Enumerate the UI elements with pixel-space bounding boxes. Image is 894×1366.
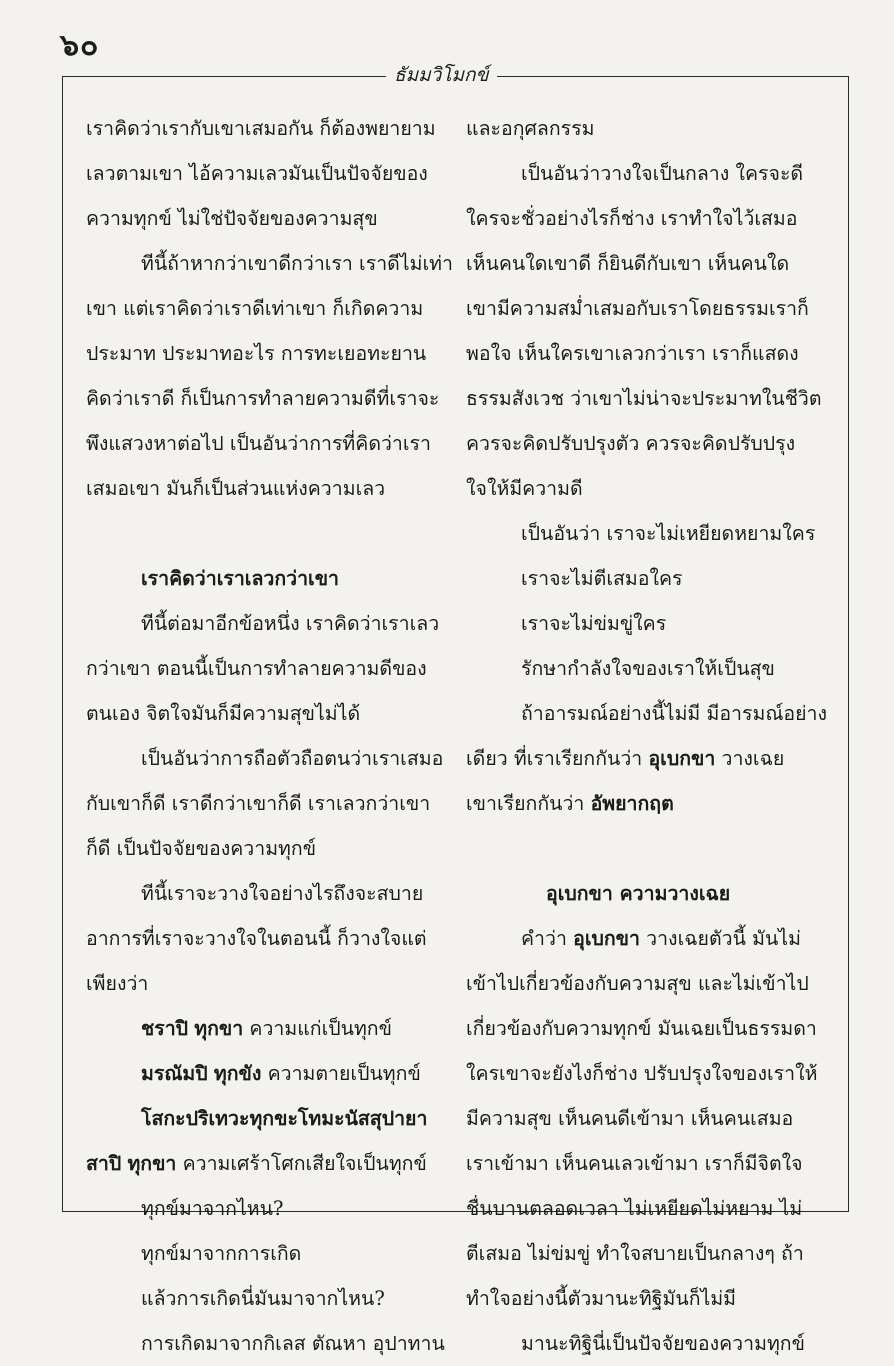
section-heading	[466, 871, 838, 916]
text-line: เป็นอันว่า เราจะไม่เหยียดหยามใคร	[521, 522, 816, 545]
text-line: ใจให้มีความดี	[466, 477, 583, 500]
text-line: เลวตามเขา ไอ้ความเลวมันเป็นปัจจัยของ	[86, 162, 428, 185]
pali-verse-line	[86, 1141, 458, 1186]
text-line: พอใจ เห็นใครเขาเลวกว่าเรา เราก็แสดง	[466, 342, 799, 365]
key-term: อุเบกขา	[648, 747, 716, 770]
text-line: เป็นอันว่าการถือตัวถือตนว่าเราเสมอ	[141, 747, 444, 770]
text-line: เห็นคนใดเขาดี ก็ยินดีกับเขา เห็นคนใด	[466, 252, 790, 275]
text-segment: วางเฉย	[721, 747, 785, 770]
key-term: อุเบกขา	[573, 927, 640, 950]
text-line: ถ้าอารมณ์อย่างนี้ไม่มี มีอารมณ์อย่าง	[521, 702, 828, 725]
text-line: ใครจะชั่วอย่างไรก็ช่าง เราทำใจไว้เสมอ	[466, 207, 798, 230]
text-line: มานะทิฐินี่เป็นปัจจัยของความทุกข์	[521, 1332, 805, 1355]
text-line: ตีเสมอ ไม่ข่มขู่ ทำใจสบายเป็นกลางๆ ถ้า	[466, 1242, 804, 1265]
text-line: ประมาท ประมาทอะไร การทะเยอทะยาน	[86, 342, 427, 365]
right-column	[466, 106, 838, 1366]
text-line: เสมอเขา มันก็เป็นส่วนแห่งความเลว	[86, 477, 386, 500]
text-line: พึงแสวงหาต่อไป เป็นอันว่าการที่คิดว่าเรา	[86, 432, 431, 455]
pali-meaning: ความตายเป็นทุกข์	[267, 1062, 421, 1085]
text-line: ทุกข์มาจากไหน?	[141, 1197, 284, 1220]
left-column	[86, 106, 458, 1366]
pali-verse-line	[86, 1006, 458, 1051]
text-line: ตนเอง จิตใจมันก็มีความสุขไม่ได้	[86, 702, 361, 725]
text-segment: เขาเรียกกันว่า	[466, 792, 585, 815]
pali-term: ทุกขา	[194, 1017, 244, 1040]
heading-meaning: ความวางเฉย	[619, 882, 731, 905]
text-line: เราคิดว่าเรากับเขาเสมอกัน ก็ต้องพยายาม	[86, 117, 436, 140]
pali-term: ทุกขา	[127, 1152, 177, 1175]
text-line: ทำใจอย่างนี้ตัวมานะทิฐิมันก็ไม่มี	[466, 1287, 737, 1310]
text-line: คิดว่าเราดี ก็เป็นการทำลายความดีที่เราจะ	[86, 387, 440, 410]
section-heading: เราคิดว่าเราเลวกว่าเขา	[141, 567, 339, 590]
pali-meaning: ความเศร้าโศกเสียใจเป็นทุกข์	[182, 1152, 427, 1175]
text-segment: คำว่า	[521, 927, 567, 950]
running-header: ธัมมวิโมกข์	[386, 60, 497, 90]
text-line: เราจะไม่ข่มขู่ใคร	[521, 612, 667, 635]
text-segment: เดียว ที่เราเรียกกันว่า	[466, 747, 643, 770]
heading-term: อุเบกขา	[546, 882, 613, 905]
text-line: เขา แต่เราคิดว่าเราดีเท่าเขา ก็เกิดความ	[86, 297, 424, 320]
text-line: ธรรมสังเวช ว่าเขาไม่น่าจะประมาทในชีวิต	[466, 387, 822, 410]
text-line: ทีนี้เราจะวางใจอย่างไรถึงจะสบาย	[141, 882, 424, 905]
text-line: เป็นอันว่าวางใจเป็นกลาง ใครจะดี	[521, 162, 804, 185]
text-line: ทีนี้ต่อมาอีกข้อหนึ่ง เราคิดว่าเราเลว	[141, 612, 440, 635]
text-line: เราเข้ามา เห็นคนเลวเข้ามา เราก็มีจิตใจ	[466, 1152, 803, 1175]
pali-term: ชราปิ	[141, 1017, 189, 1040]
text-line	[466, 916, 838, 961]
text-line: เราจะไม่ตีเสมอใคร	[521, 567, 683, 590]
text-line: เกี่ยวข้องกับความทุกข์ มันเฉยเป็นธรรมดา	[466, 1017, 817, 1040]
text-line: ควรจะคิดปรับปรุงตัว ควรจะคิดปรับปรุง	[466, 432, 796, 455]
text-line: มีความสุข เห็นคนดีเข้ามา เห็นคนเสมอ	[466, 1107, 794, 1130]
text-line: การเกิดมาจากกิเลส ตัณหา อุปาทาน	[141, 1332, 445, 1355]
text-line: อาการที่เราจะวางใจในตอนนี้ ก็วางใจแต่	[86, 927, 427, 950]
text-line: กว่าเขา ตอนนี้เป็นการทำลายความดีของ	[86, 657, 427, 680]
text-line: เข้าไปเกี่ยวข้องกับความสุข และไม่เข้าไป	[466, 972, 809, 995]
text-line: รักษากำลังใจของเราให้เป็นสุข	[521, 657, 775, 680]
text-line: ชื่นบานตลอดเวลา ไม่เหยียดไม่หยาม ไม่	[466, 1197, 803, 1220]
text-line: กับเขาก็ดี เราดีกว่าเขาก็ดี เราเลวกว่าเขา	[86, 792, 431, 815]
pali-verse-line: โสกะปริเทวะทุกขะโทมะนัสสุปายา	[141, 1107, 428, 1130]
page-number: ๖๐	[60, 28, 100, 63]
pali-verse-line	[86, 1051, 458, 1096]
text-line: เพียงว่า	[86, 972, 149, 995]
pali-term: มรณัมปิ	[141, 1062, 208, 1085]
pali-term: ทุกขัง	[213, 1062, 262, 1085]
blank-line	[466, 826, 838, 871]
text-line: เขามีความสม่ำเสมอกับเราโดยธรรมเราก็	[466, 297, 809, 320]
text-line: ความทุกข์ ไม่ใช่ปัจจัยของความสุข	[86, 207, 378, 230]
text-line: แล้วการเกิดนี่มันมาจากไหน?	[141, 1287, 385, 1310]
text-line: และอกุศลกรรม	[466, 117, 595, 140]
key-term: อัพยากฤต	[590, 792, 674, 815]
text-line: ทีนี้ถ้าหากว่าเขาดีกว่าเรา เราดีไม่เท่า	[141, 252, 453, 275]
blank-line	[86, 511, 458, 556]
pali-meaning: ความแก่เป็นทุกข์	[249, 1017, 392, 1040]
pali-term: สาปิ	[86, 1152, 122, 1175]
text-line: ใครเขาจะยังไงก็ช่าง ปรับปรุงใจของเราให้	[466, 1062, 818, 1085]
text-line: ก็ดี เป็นปัจจัยของความทุกข์	[86, 837, 317, 860]
text-line: ทุกข์มาจากการเกิด	[141, 1242, 302, 1265]
text-segment: วางเฉยตัวนี้ มันไม่	[646, 927, 801, 950]
text-line	[466, 781, 838, 826]
text-line	[466, 736, 838, 781]
